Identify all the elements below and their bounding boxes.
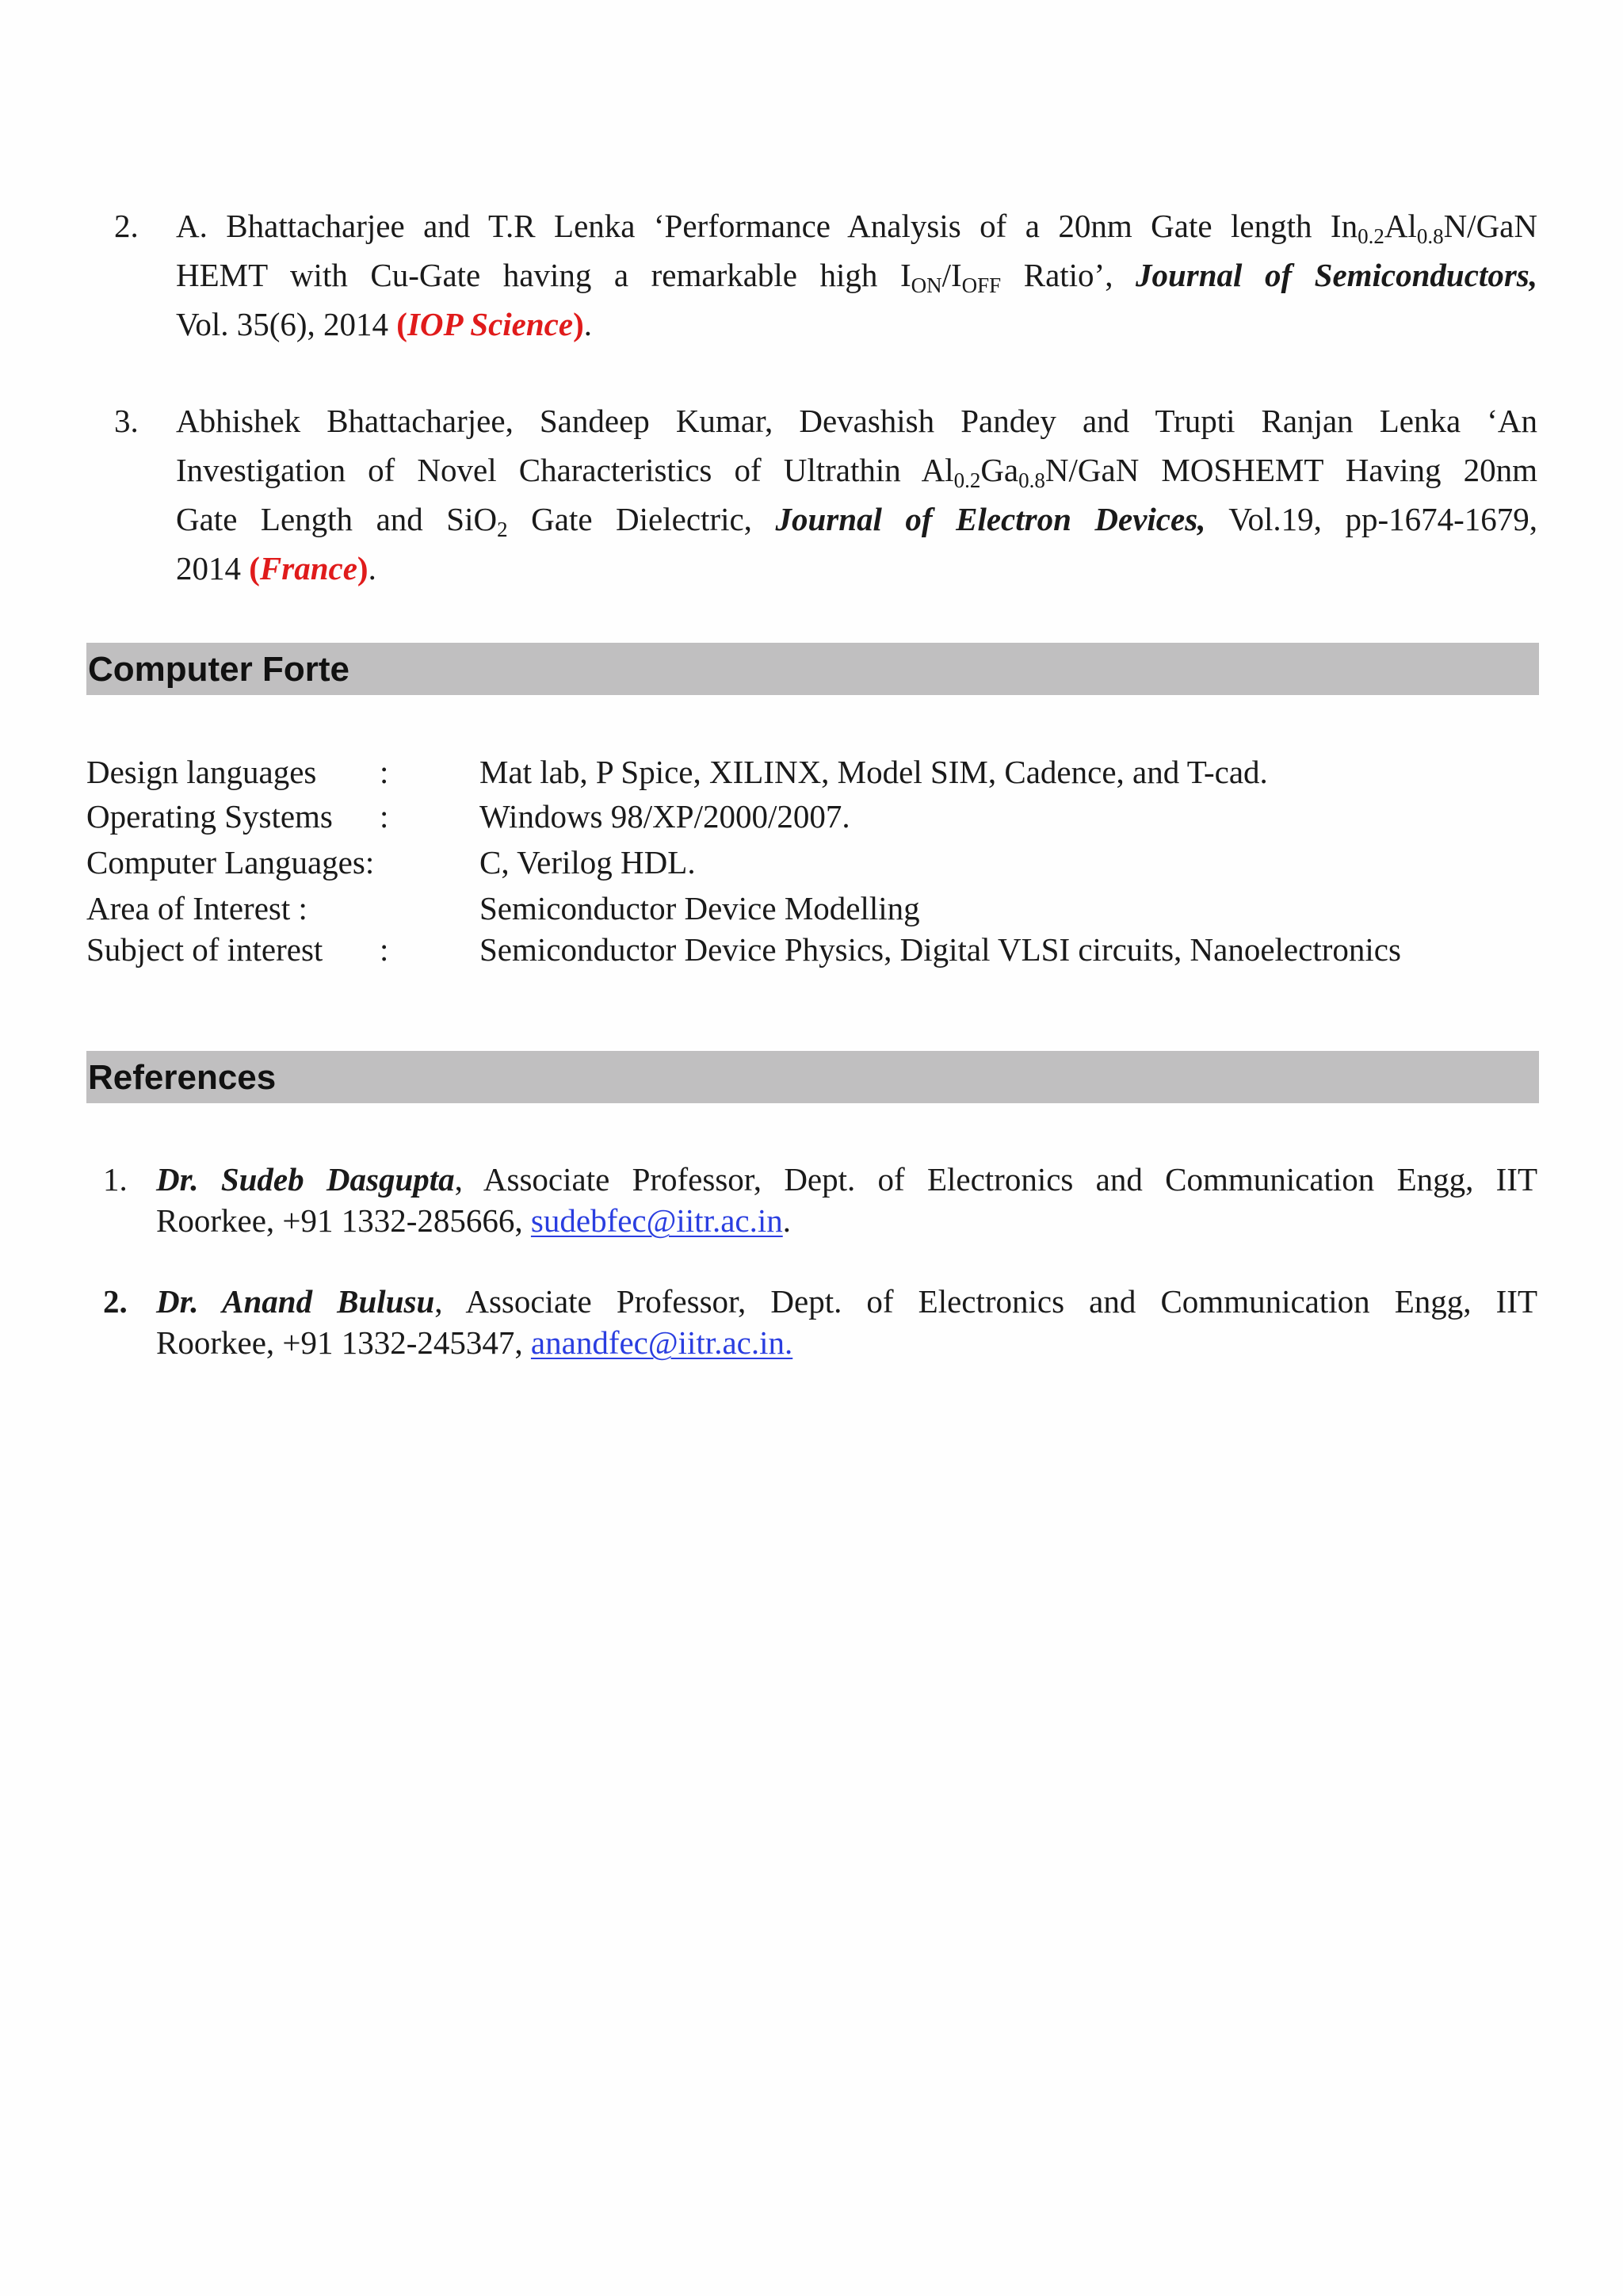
- reference-item: [103, 1281, 1537, 1363]
- publication-number: 2.: [114, 208, 139, 244]
- forte-value: C, Verilog HDL.: [479, 844, 696, 881]
- forte-colon: :: [380, 754, 389, 790]
- journal-name: Journal of Electron Devices,: [775, 501, 1206, 537]
- forte-label: Subject of interest: [86, 931, 323, 968]
- publication-line: Vol. 35(6), 2014 (IOP Science).: [176, 306, 592, 342]
- reference-text: Dr. Sudeb Dasgupta, Associate Professor, Dept. of Electronics and Communication Engg, IIT Roorkee, +91 1332-285666, sudebfec@iitr.ac.in.: [156, 1161, 1537, 1239]
- publication-line: Investigation of Novel Characteristics of Ultrathin $Al_{0.2}Ga_{0.8}N$/GaN MOSHEMT Having 20nm: [176, 452, 1537, 492]
- journal-name: Journal of Semiconductors,: [1135, 257, 1537, 293]
- publisher-name: IOP Science: [407, 306, 574, 342]
- section-heading-computer-forte: Computer Forte: [86, 643, 1539, 695]
- reference-name: Dr. Sudeb Dasgupta: [156, 1161, 455, 1198]
- publication-item: [114, 201, 1537, 349]
- email-link[interactable]: anandfec@iitr.ac.in.: [530, 1324, 793, 1361]
- publication-text: [176, 396, 1537, 593]
- section-heading-references: References: [86, 1051, 1539, 1103]
- reference-item: [103, 1159, 1537, 1241]
- forte-colon: :: [380, 931, 389, 968]
- reference-number: 2.: [103, 1283, 128, 1320]
- forte-value: Windows 98/XP/2000/2007.: [479, 798, 850, 835]
- forte-label: Area of Interest :: [86, 890, 307, 926]
- forte-value: Semiconductor Device Physics, Digital VLSI circuits, Nanoelectronics: [479, 931, 1401, 968]
- reference-text: Dr. Anand Bulusu, Associate Professor, Dept. of Electronics and Communication Engg, IIT Roorkee, +91 1332-245347, anandfec@iitr.ac.in.: [156, 1283, 1537, 1361]
- forte-colon: :: [380, 798, 389, 835]
- publication-number: 3.: [114, 403, 139, 439]
- publication-line: HEMT with Cu-Gate having a remarkable high $I_{ON}/I_{OFF}$ Ratio’, Journal of Semiconductors,: [176, 257, 1537, 297]
- reference-number: 1.: [103, 1161, 128, 1198]
- forte-value: Mat lab, P Spice, XILINX, Model SIM, Cadence, and T-cad.: [479, 754, 1268, 790]
- publication-item: [114, 396, 1538, 593]
- forte-label: Computer Languages:: [86, 844, 375, 881]
- forte-label: Operating Systems: [86, 798, 333, 835]
- publication-line: Abhishek Bhattacharjee, Sandeep Kumar, Devashish Pandey and Trupti Ranjan Lenka ‘An: [176, 403, 1537, 439]
- forte-value: Semiconductor Device Modelling: [479, 890, 920, 926]
- publication-text: [176, 201, 1537, 349]
- reference-name: Dr. Anand Bulusu: [156, 1283, 435, 1320]
- forte-label: Design languages: [86, 754, 317, 790]
- publication-line: Gate Length and SiO$_2$ Gate Dielectric, Journal of Electron Devices, Vol.19, pp-1674-1679,: [176, 501, 1538, 541]
- email-link[interactable]: sudebfec@iitr.ac.in: [530, 1202, 783, 1239]
- publication-line: A. Bhattacharjee and T.R Lenka ‘Performance Analysis of a 20nm Gate length $In_{0.2}Al_{0.8}N$/GaN: [176, 208, 1537, 248]
- publisher-name: France: [259, 550, 357, 586]
- publication-line: 2014 (France).: [176, 550, 376, 586]
